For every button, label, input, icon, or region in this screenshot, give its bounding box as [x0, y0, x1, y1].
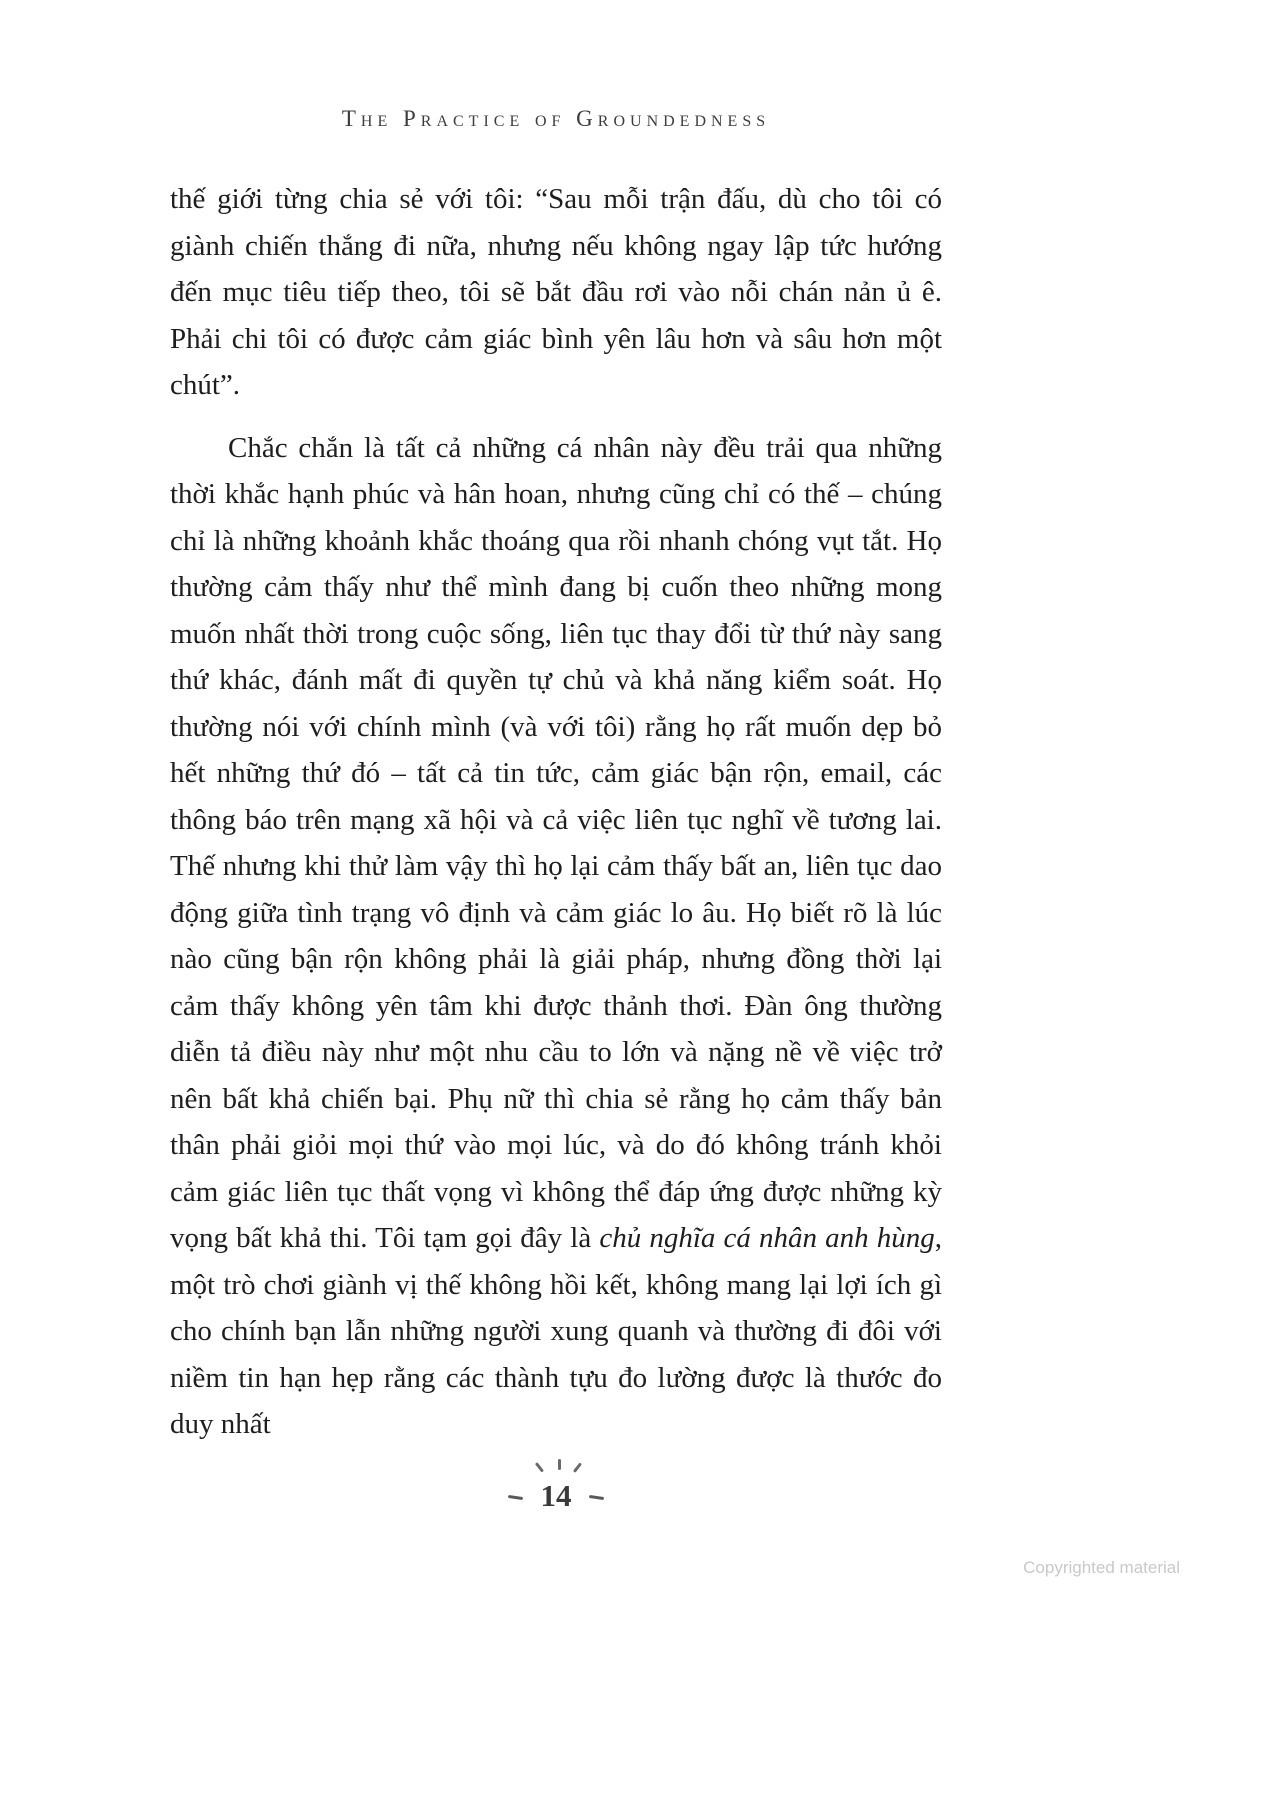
- ornament-ray-left-icon: [535, 1462, 544, 1472]
- italic-text-segment: chủ nghĩa cá nhân anh hùng: [599, 1222, 935, 1254]
- copyright-notice: Copyrighted material: [1023, 1558, 1180, 1577]
- page-body: [170, 176, 942, 1448]
- ornament-ray-right-icon: [573, 1462, 582, 1472]
- ornament-dash-left-icon: [508, 1495, 523, 1500]
- paragraph: [170, 176, 942, 409]
- page-number-block: [170, 1462, 942, 1532]
- page-number: 14: [540, 1478, 572, 1513]
- text-segment: Chắc chắn là tất cả những cá nhân này đều trải qua những thời khắc hạnh phúc và hân hoan, nhưng cũng chỉ có thế – chúng chỉ là những khoảnh khắc thoáng qua rồi nhanh chóng vụt tắt. Họ thường cảm thấy như thể mình đang bị cuốn theo những mong muốn nhất thời trong cuộc sống, liên tục thay đổi từ thứ này sang thứ khác, đánh mất đi quyền tự chủ và khả năng kiểm soát. Họ thường nói với chính mình (và với tôi) rằng họ rất muốn dẹp bỏ hết những thứ đó – tất cả tin tức, cảm giác bận rộn, email, các thông báo trên mạng xã hội và cả việc liên tục nghĩ về tương lai. Thế nhưng khi thử làm vậy thì họ lại cảm thấy bất an, liên tục dao động giữa tình trạng vô định và cảm giác lo âu. Họ biết rõ là lúc nào cũng bận rộn không phải là giải pháp, nhưng đồng thời lại cảm thấy không yên tâm khi được thảnh thơi. Đàn ông thường diễn tả điều này như một nhu cầu to lớn và nặng nề về việc trở nên bất khả chiến bại. Phụ nữ thì chia sẻ rằng họ cảm thấy bản thân phải giỏi mọi thứ vào mọi lúc, và do đó không tránh khỏi cảm giác liên tục thất vọng vì không thể đáp ứng được những kỳ vọng bất khả thi. Tôi tạm gọi đây là: [170, 431, 942, 1254]
- paragraph: [170, 425, 942, 1448]
- text-segment: , một trò chơi giành vị thế không hồi kết, không mang lại lợi ích gì cho chính bạn lẫn những người xung quanh và thường đi đôi với niềm tin hạn hẹp rằng các thành tựu đo lường được là thước đo duy nhất: [170, 1222, 942, 1440]
- ornament-ray-middle-icon: [558, 1459, 561, 1470]
- running-header: The Practice of Groundedness: [341, 106, 771, 131]
- text-segment: thế giới từng chia sẻ với tôi: “Sau mỗi trận đấu, dù cho tôi có giành chiến thắng đi nữa, nhưng nếu không ngay lập tức hướng đến mục tiêu tiếp theo, tôi sẽ bắt đầu rơi vào nỗi chán nản ủ ê. Phải chi tôi có được cảm giác bình yên lâu hơn và sâu hơn một chút”.: [170, 183, 942, 401]
- ornament-dash-right-icon: [589, 1495, 604, 1500]
